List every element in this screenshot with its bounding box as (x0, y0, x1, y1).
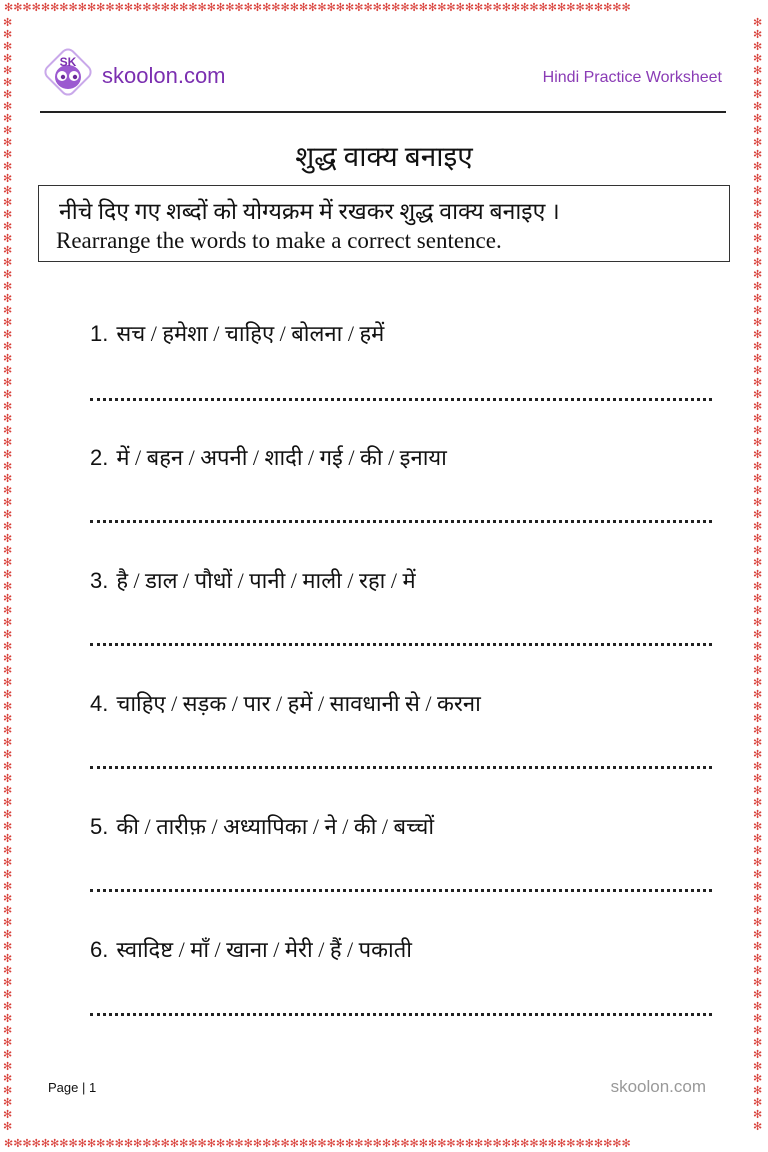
answer-line-1[interactable] (90, 398, 712, 401)
decorative-border-top: ✻✻✻✻✻✻✻✻✻✻✻✻✻✻✻✻✻✻✻✻✻✻✻✻✻✻✻✻✻✻✻✻✻✻✻✻✻✻✻✻✻✻✻✻✻✻✻✻✻✻✻✻✻✻✻✻✻✻✻✻✻✻✻✻✻✻✻✻ (4, 2, 631, 14)
worksheet-subtitle: Hindi Practice Worksheet (542, 69, 722, 86)
question-words: में / बहन / अपनी / शादी / गई / की / इनाया (116, 445, 447, 470)
page-number: Page | 1 (48, 1080, 97, 1095)
question-words: की / तारीफ़ / अध्यापिका / ने / की / बच्चों (116, 814, 435, 839)
decorative-border-bottom: ✻✻✻✻✻✻✻✻✻✻✻✻✻✻✻✻✻✻✻✻✻✻✻✻✻✻✻✻✻✻✻✻✻✻✻✻✻✻✻✻✻✻✻✻✻✻✻✻✻✻✻✻✻✻✻✻✻✻✻✻✻✻✻✻✻✻✻✻ (4, 1138, 631, 1150)
question-number: 1. (90, 321, 109, 346)
question-words: चाहिए / सड़क / पार / हमें / सावधानी से / करना (116, 691, 481, 716)
question-words: सच / हमेशा / चाहिए / बोलना / हमें (116, 321, 385, 346)
question-number: 4. (90, 691, 109, 716)
instruction-hindi: नीचे दिए गए शब्दों को योग्यक्रम में रखकर शुद्ध वाक्य बनाइए । (59, 199, 560, 224)
question-number: 3. (90, 568, 109, 593)
header-divider (40, 111, 726, 113)
question-words: है / डाल / पौधों / पानी / माली / रहा / में (116, 568, 416, 593)
question-4 (90, 688, 481, 718)
page-title: शुद्ध वाक्य बनाइए (295, 142, 473, 173)
instruction-english: Rearrange the words to make a correct sentence. (56, 228, 502, 253)
skoolon-logo-icon (38, 44, 98, 102)
question-2 (90, 442, 447, 472)
question-number: 5. (90, 814, 109, 839)
brand-name: skoolon.com (102, 63, 226, 88)
answer-line-3[interactable] (90, 643, 712, 646)
question-number: 6. (90, 937, 109, 962)
footer-site: skoolon.com (610, 1077, 706, 1096)
question-3 (90, 565, 416, 595)
question-1 (90, 318, 384, 348)
question-number: 2. (90, 445, 109, 470)
decorative-border-left: ✻✻✻✻✻✻✻✻✻✻✻✻✻✻✻✻✻✻✻✻✻✻✻✻✻✻✻✻✻✻✻✻✻✻✻✻✻✻✻✻✻✻✻✻✻✻✻✻✻✻✻✻✻✻✻✻✻✻✻✻✻✻✻✻✻✻✻✻✻✻✻✻✻✻✻✻✻✻✻✻✻✻✻✻✻✻✻✻✻✻✻✻✻ (3, 17, 13, 1133)
answer-line-2[interactable] (90, 520, 712, 523)
answer-line-6[interactable] (90, 1013, 712, 1016)
svg-text:SK: SK (59, 55, 77, 69)
question-words: स्वादिष्ट / माँ / खाना / मेरी / हैं / पकाती (116, 937, 412, 962)
question-6 (90, 934, 412, 964)
answer-line-5[interactable] (90, 889, 712, 892)
question-5 (90, 811, 434, 841)
instructions-box (38, 185, 730, 262)
answer-line-4[interactable] (90, 766, 712, 769)
decorative-border-right: ✻✻✻✻✻✻✻✻✻✻✻✻✻✻✻✻✻✻✻✻✻✻✻✻✻✻✻✻✻✻✻✻✻✻✻✻✻✻✻✻✻✻✻✻✻✻✻✻✻✻✻✻✻✻✻✻✻✻✻✻✻✻✻✻✻✻✻✻✻✻✻✻✻✻✻✻✻✻✻✻✻✻✻✻✻✻✻✻✻✻✻✻✻ (753, 17, 763, 1133)
